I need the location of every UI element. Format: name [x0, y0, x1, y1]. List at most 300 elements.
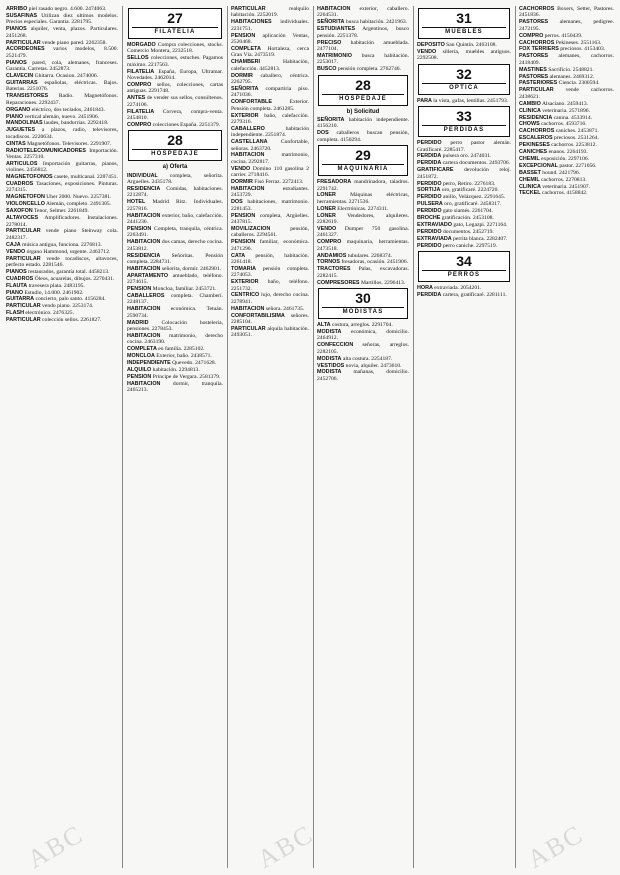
ad-text: la vista, gafas, lentillas. 2451793.: [433, 97, 509, 104]
ad-keyword: MASTINES: [519, 66, 547, 73]
classified-ad: [6, 6, 118, 12]
classified-ad: [231, 279, 309, 292]
classified-ad: [519, 142, 614, 148]
classified-ad: [6, 208, 118, 214]
ad-text: Moncloa, familiar. 2453721.: [152, 286, 217, 293]
ad-keyword: CONFORTABILISIMA: [231, 312, 285, 319]
ad-keyword: MADRID: [127, 319, 149, 326]
classified-ad: [231, 213, 309, 226]
ad-keyword: COMPRO: [317, 239, 342, 246]
classified-ad: [231, 186, 309, 199]
ad-keyword: PERDIDO: [417, 228, 442, 235]
section-number: 33: [456, 108, 472, 125]
classified-ad: [231, 292, 309, 305]
ad-keyword: PERDIDO: [417, 194, 442, 201]
classified-ad: [6, 120, 118, 126]
ad-keyword: PASTORES: [519, 73, 549, 80]
classified-ad: [317, 179, 409, 192]
ad-keyword: EXTRAVIADA: [417, 235, 452, 242]
classified-ad: [6, 269, 118, 275]
classified-ad: [127, 253, 223, 266]
classified-ad: [6, 228, 118, 241]
ad-text: gato, Legazpi. 2271164.: [453, 222, 508, 228]
ad-text: Ciencia. 2300594.: [558, 80, 600, 87]
ad-keyword: PASTORES: [519, 53, 549, 60]
section-title: PERROS: [422, 270, 506, 279]
ad-keyword: BROCHE: [417, 215, 441, 222]
classified-ad: [6, 290, 118, 296]
ad-keyword: CABALLEROS: [127, 293, 165, 299]
column-divider: [313, 6, 314, 868]
ad-text: Martillos. 2296413.: [360, 279, 406, 286]
ad-keyword: VENDO: [417, 48, 437, 55]
ad-keyword: PARTICULAR: [6, 317, 41, 324]
ad-keyword: LONER: [317, 205, 336, 212]
ad-keyword: MOVILIZACION: [231, 225, 271, 232]
ad-text: habitación. 2294813.: [152, 366, 200, 373]
ad-keyword: CHOWS: [519, 121, 540, 128]
ad-text: Confortable, señoras. 2463720.: [231, 139, 309, 152]
classified-ad: [519, 135, 614, 141]
classified-ad: [317, 213, 409, 226]
classified-ad: [317, 266, 409, 279]
classified-ad: [317, 6, 409, 19]
ad-text: Tenor, Selmer. 2261849.: [33, 208, 89, 215]
ad-text: enanos. 2264193.: [548, 149, 588, 156]
classified-ad: [127, 381, 223, 394]
ad-text: tubulares. 2268374.: [347, 252, 393, 259]
ad-text: baño, calefacción. 2279316.: [231, 112, 309, 125]
classified-ad: [6, 194, 118, 200]
ad-text: dos camas, derecho cocina. 2453812.: [127, 239, 223, 252]
ad-text: devolución reloj. 2451872.: [417, 167, 511, 180]
ad-text: mandrinadora, taladros. 2291742.: [317, 179, 409, 192]
ad-keyword: RESIDENCIA: [127, 186, 161, 192]
ad-keyword: APARTAMENTO: [127, 272, 169, 279]
classified-ad: [231, 253, 309, 266]
ad-keyword: PASTERIORES: [519, 80, 558, 87]
ad-keyword: PARTICULAR: [519, 87, 554, 94]
ad-keyword: TOMARIA: [231, 265, 257, 272]
classified-ad: [231, 239, 309, 252]
column-divider: [515, 6, 516, 868]
ad-text: estudiantes. 2453729.: [231, 185, 309, 199]
ad-keyword: PERDIDO: [417, 208, 442, 215]
ad-keyword: PERDIDA: [417, 160, 442, 167]
ad-keyword: TORNOS: [317, 259, 340, 266]
ad-keyword: ALTA: [317, 322, 331, 329]
ad-text: vendo piano. 2253174.: [42, 303, 94, 310]
classified-ad: [127, 293, 223, 306]
ad-keyword: ESCALEROS: [519, 135, 553, 142]
classified-ad: [231, 166, 309, 179]
classified-ad: [519, 108, 614, 114]
ad-text: Estudio, 14.000. 2461902.: [24, 289, 84, 296]
ad-text: señores. 2285104.: [231, 312, 309, 326]
ad-keyword: PARTICULAR: [6, 39, 41, 46]
classified-ad: [127, 55, 223, 68]
watermark-logo: ABC: [522, 819, 589, 874]
classified-ad: [317, 206, 409, 212]
classified-ad: [317, 192, 409, 205]
classified-ad: [231, 199, 309, 212]
classified-ad: [127, 213, 223, 226]
section-subtitle: a) Oferta: [162, 164, 188, 171]
classified-ad: [6, 60, 118, 73]
classified-ad: [127, 199, 223, 212]
classified-ad: [231, 73, 309, 86]
classified-ad: [317, 40, 409, 53]
ad-text: extraviada. 2054201.: [434, 285, 482, 292]
classified-ad: [519, 121, 614, 127]
ad-keyword: ALTAVOCES: [6, 215, 39, 222]
ad-text: Dumper 750 gasolina. 2461327.: [317, 225, 409, 239]
section-title: OPTICA: [422, 83, 506, 92]
ad-text: habitación amueblada. 2477104.: [317, 39, 409, 52]
ad-text: hound. 2421796.: [542, 169, 581, 176]
classified-ad: [519, 149, 614, 155]
classified-ad: [317, 130, 409, 143]
classified-ad: [317, 239, 409, 252]
ad-keyword: CABALLERO: [231, 125, 265, 132]
ad-keyword: FLASH: [6, 310, 24, 317]
ad-keyword: ORGANO: [6, 106, 31, 113]
classified-ad: [127, 122, 223, 128]
ad-keyword: CLINICA: [519, 107, 541, 114]
ad-text: Uher 2000. Nuevo. 2257381.: [46, 194, 112, 201]
section-28b-header: [318, 75, 408, 106]
ad-text: Habitación, calefacción. 4452813.: [231, 59, 309, 72]
ad-text: matrimonio, cocina. 2292817.: [231, 152, 309, 165]
classified-ad: [519, 128, 614, 134]
column-1: [6, 6, 118, 868]
ad-text: matrimonio, derecho cocina. 2463190.: [127, 332, 223, 346]
classified-ad: [231, 6, 309, 19]
ad-text: vertical alemán, nuevo. 2451906.: [24, 113, 100, 120]
ad-keyword: EXTRAVIADO: [417, 222, 452, 228]
ad-text: perros. 4150439.: [544, 32, 583, 39]
ad-keyword: VIOLONCELLO: [6, 201, 45, 208]
ad-keyword: CINTAS: [6, 140, 26, 147]
classified-ad: [417, 285, 511, 291]
ad-keyword: HOTEL: [127, 199, 146, 206]
section-28a-header: [128, 130, 222, 161]
classified-ad: [231, 46, 309, 59]
classified-ad: [6, 256, 118, 269]
ad-text: Utilizan diez ultimos modelos. Precios especiales. Garantia. 2281795.: [6, 12, 118, 26]
ad-text: Sacrificio. 2548821.: [548, 66, 594, 73]
ad-keyword: CONFECCION: [317, 342, 354, 349]
classified-ad: [519, 6, 614, 19]
classified-ad: [6, 26, 118, 39]
ad-keyword: VENDO: [6, 248, 26, 255]
ad-keyword: MAGNETOFON: [6, 194, 45, 201]
ad-keyword: RESIDENCIA: [519, 114, 553, 121]
classified-ad: [417, 292, 511, 298]
ad-keyword: HABITACION: [127, 306, 161, 313]
column-5: [417, 6, 511, 868]
section-number: 31: [456, 10, 472, 26]
classified-ad: [231, 33, 309, 46]
ad-text: laudes, bandurrias. 2292418.: [43, 120, 109, 127]
section-subtitle: b) Solicitud: [346, 108, 380, 115]
ad-text: Importación guitarras, pianos, violines. 2456812.: [6, 160, 118, 174]
classified-ad: [127, 346, 223, 352]
classified-ad: [519, 87, 614, 100]
ad-text: España, Europa, Ultramar. Novedades. 2462014.: [127, 68, 223, 82]
ad-keyword: PERDIDA: [417, 292, 442, 299]
classified-ad: [6, 46, 118, 59]
ad-text: Ghitarra. Ocasion. 2474006.: [34, 73, 99, 80]
classified-ad: [231, 19, 309, 32]
classified-ad: [6, 141, 118, 147]
ad-keyword: LONER: [317, 212, 336, 219]
classified-ad: [417, 222, 511, 228]
ad-keyword: TRANSISTORES: [6, 93, 49, 100]
classified-ad: [519, 156, 614, 162]
ad-text: Quevedo. 2471628.: [172, 360, 217, 367]
ad-text: cachorros. 2253812.: [551, 142, 597, 149]
classified-ad: [6, 283, 118, 289]
ad-keyword: PIANOS: [6, 26, 27, 33]
classified-ad: [231, 179, 309, 185]
ad-text: concierto, palo santo. 4156284.: [35, 296, 106, 303]
classified-ad: [231, 59, 309, 72]
classified-ad: [519, 170, 614, 176]
ad-keyword: FILATELIA: [127, 108, 155, 115]
classified-ad: [417, 140, 511, 153]
ad-text: Principe de Vergara. 2581379.: [152, 373, 221, 380]
section-title: MUEBLES: [422, 27, 506, 36]
ad-text: alemanes, pedigree. 2472195.: [519, 19, 614, 32]
ad-keyword: PARTICULAR: [231, 326, 266, 332]
classified-ad: [6, 73, 118, 79]
column-4: [317, 6, 409, 868]
ad-text: en familia. 2285102.: [158, 346, 205, 353]
ad-keyword: COMPRO: [519, 32, 544, 39]
classified-ad: [231, 266, 309, 279]
classified-ad: [127, 320, 223, 333]
ad-keyword: CACHORROS: [519, 128, 555, 135]
classified-ad: [231, 126, 309, 139]
ad-text: cartera documentos. 2493706.: [442, 160, 511, 167]
ad-keyword: SORTIJA: [417, 187, 441, 194]
ad-keyword: DEPOSITO: [417, 42, 445, 48]
ad-keyword: MODISTA: [317, 355, 342, 362]
classified-ad: [519, 101, 614, 107]
ad-keyword: VENDO: [231, 165, 251, 172]
ad-keyword: JUGUETES: [6, 127, 36, 134]
ad-text: pensión, habitación. 2261418.: [231, 252, 309, 265]
ad-keyword: DOS: [317, 130, 329, 137]
ad-keyword: CAMBIO: [519, 100, 541, 107]
section-number: 32: [456, 65, 472, 82]
ad-text: económica. Tetuán. 2590734.: [127, 306, 223, 319]
ad-text: varios modelos, 8.500. 2521479.: [6, 46, 118, 59]
classified-ad: [417, 187, 511, 193]
ad-text: piel rasado negro. 4.600. 2474063.: [28, 6, 107, 12]
ad-keyword: HABITACION: [127, 332, 161, 339]
classified-ad: [519, 19, 614, 32]
ad-keyword: TECKEL: [519, 190, 541, 197]
section-number: 28: [355, 76, 371, 93]
section-32-header: [418, 64, 510, 95]
section-31-header: [418, 8, 510, 39]
ad-text: habitación independiente. 2251874.: [231, 125, 309, 139]
classified-ad: [6, 201, 118, 207]
classified-ad: [317, 369, 409, 382]
classified-ad: [127, 360, 223, 366]
ad-text: perro, Retiro. 2276183.: [442, 180, 496, 187]
ad-keyword: CHEMIL: [519, 155, 540, 162]
ad-keyword: CONFORTABLE: [231, 99, 272, 106]
ad-text: Colocación hostelería, pensiones. 2278453.: [127, 319, 223, 333]
ad-text: Pekineses. 2551163.: [555, 39, 602, 46]
classified-ad: [417, 181, 511, 187]
ad-text: Tasaciones, exposiciones. Pinturas. 2274315.: [6, 181, 118, 194]
ad-keyword: TRACTORES: [317, 266, 351, 273]
ad-keyword: RESIDENCIA: [127, 252, 161, 259]
ad-text: Domino 110 gasolina 2 carrier. 2718416.: [231, 165, 309, 179]
classified-ad: [6, 127, 118, 140]
ad-text: caniches. 2453871.: [555, 128, 599, 135]
classified-ad: [519, 33, 614, 39]
ad-text: música antigua, funciona. 2276813.: [22, 241, 102, 248]
ad-text: Exterior, baño. 2438571.: [156, 353, 212, 360]
ad-text: completa, señorita. Arguelles. 2435178.: [127, 172, 223, 186]
ad-keyword: CATA: [231, 252, 246, 259]
classified-ad: [417, 194, 511, 200]
ad-text: señora. 2461735.: [265, 305, 305, 312]
classified-ad: [317, 66, 409, 72]
column-divider: [227, 6, 228, 868]
ad-text: señoras, arreglos. 2282105.: [317, 342, 409, 355]
classified-ad: [6, 107, 118, 113]
classified-ad: [6, 242, 118, 248]
ad-text: documentos. 2452719.: [442, 228, 494, 235]
ad-text: aplicación Ventas, 2520468.: [231, 32, 309, 46]
classified-ad: [519, 184, 614, 190]
classified-ad: [519, 40, 614, 46]
classified-ad: [519, 115, 614, 121]
classified-ad: [127, 69, 223, 82]
section-title: MAQUINARIA: [322, 164, 404, 173]
ad-keyword: SEÑORITA: [317, 116, 345, 123]
ad-text: señorita, dormir. 2462901.: [161, 265, 222, 272]
classifieds-page: [6, 6, 614, 874]
ad-keyword: SAXOFON: [6, 208, 33, 215]
ad-keyword: HABITACION: [317, 6, 351, 12]
ad-text: oro, gratificaré. 2458317.: [444, 201, 502, 208]
ad-text: colecciones, estuches. Pagamos máximo. 2217563.: [127, 55, 223, 68]
ad-text: Magnetófonos. Televisores. 2291907.: [27, 140, 112, 147]
ad-keyword: ESTUDIANTES: [317, 26, 356, 33]
ad-text: Importación. Ventas. 2257310.: [6, 147, 118, 160]
ad-keyword: LONER: [317, 192, 336, 199]
ad-text: busca habitación. 2253017.: [317, 52, 409, 66]
section-30-header: [318, 288, 408, 319]
ad-text: familiar, económica. 2471296.: [231, 239, 309, 252]
ad-keyword: PENSION: [231, 212, 256, 219]
ad-text: veterinaria. 2571896.: [542, 107, 590, 114]
ad-text: preciosos. 2531264.: [553, 135, 599, 142]
ad-text: Exterior. Pensión completa. 2461285.: [231, 99, 309, 112]
ad-keyword: PIANO: [6, 289, 24, 296]
ad-text: amueblado, teléfono. 2274615.: [127, 272, 223, 286]
classified-ad: [519, 80, 614, 86]
ad-text: alquila habitación. 2493051.: [231, 326, 309, 339]
ad-text: costura, arreglos. 2291704.: [331, 322, 393, 329]
ad-keyword: HABITACION: [231, 305, 265, 312]
ad-text: vende cachorros. 2438621.: [519, 87, 614, 100]
ad-text: exterior, baño, calefacción. 2441236.: [127, 212, 223, 226]
section-number: 29: [355, 147, 371, 164]
classified-ad: [519, 46, 614, 52]
ad-text: pensión, caballeros. 2294561.: [231, 225, 309, 239]
classified-ad: [231, 306, 309, 312]
classified-ad: [6, 215, 118, 228]
watermark-logo: ABC: [252, 819, 319, 874]
ad-text: anillo, Velázquez. 2291645.: [442, 194, 506, 201]
ad-keyword: HABITACION: [127, 212, 161, 219]
ad-text: Alsaciano. 2459413.: [541, 100, 589, 107]
ad-keyword: PERDIDO: [417, 242, 442, 249]
classified-ad: [417, 243, 511, 249]
ad-keyword: COMPRO: [127, 121, 152, 128]
ad-keyword: DORMIR: [231, 179, 253, 186]
classified-ad: [317, 19, 409, 25]
ad-keyword: HABITACION: [231, 152, 265, 159]
ad-text: económica, domicilio. 2464912.: [317, 329, 409, 342]
ad-text: habitaciones, matrimonio. 2281453.: [231, 199, 309, 212]
classified-ad: [6, 310, 118, 316]
ad-keyword: FILATELIA: [127, 68, 155, 75]
column-divider: [413, 6, 414, 868]
ad-keyword: SEÑORITA: [317, 19, 345, 26]
ad-text: completa, Argüelles. 2437815.: [231, 212, 309, 225]
ad-text: perro caniche. 2297519.: [442, 242, 498, 249]
ad-keyword: ANDAMIOS: [317, 252, 347, 259]
classified-ad: [6, 93, 118, 106]
ad-keyword: PEKINESES: [519, 142, 550, 149]
classified-ad: [317, 253, 409, 259]
classified-ad: [519, 53, 614, 66]
ad-keyword: PARTICULAR: [6, 303, 41, 310]
section-number: 28: [167, 132, 183, 149]
classified-ad: [127, 173, 223, 186]
section-33-header: [418, 106, 510, 137]
ad-text: sillería, muebles antiguos. 2292508.: [417, 48, 511, 62]
ad-text: Hortaleza, cerca Gran Vía. 2473519.: [231, 45, 309, 59]
ad-keyword: HABITACION: [127, 239, 161, 246]
ad-text: Comidas, habitaciones. 2212874.: [127, 186, 223, 199]
ad-text: Corvera, compra-venta. 2454810.: [127, 108, 223, 121]
ad-keyword: COMPLETA: [127, 346, 157, 353]
classified-ad: [317, 53, 409, 66]
classified-ad: [127, 42, 223, 55]
ad-text: Máquinas eléctricas, herramientas. 2271536.: [317, 192, 409, 205]
ad-text: órgano Hammond, urgente. 2463712.: [26, 248, 111, 255]
ad-keyword: PARTICULAR: [6, 228, 41, 235]
ad-text: Amplificadores. Instalaciones. 2278014.: [6, 215, 118, 228]
classified-ad: [6, 161, 118, 174]
ad-text: fresadoras, ocasión. 2451906.: [341, 259, 409, 266]
ad-text: Vendedores, alquileres. 2282619.: [317, 212, 409, 226]
ad-text: Señoritas. Pensión completa. 2284731.: [127, 252, 223, 265]
section-34-header: [418, 251, 510, 282]
ad-keyword: SELLOS: [127, 55, 149, 62]
ad-text: maquinaria, herramientas. 2473518.: [317, 239, 409, 252]
